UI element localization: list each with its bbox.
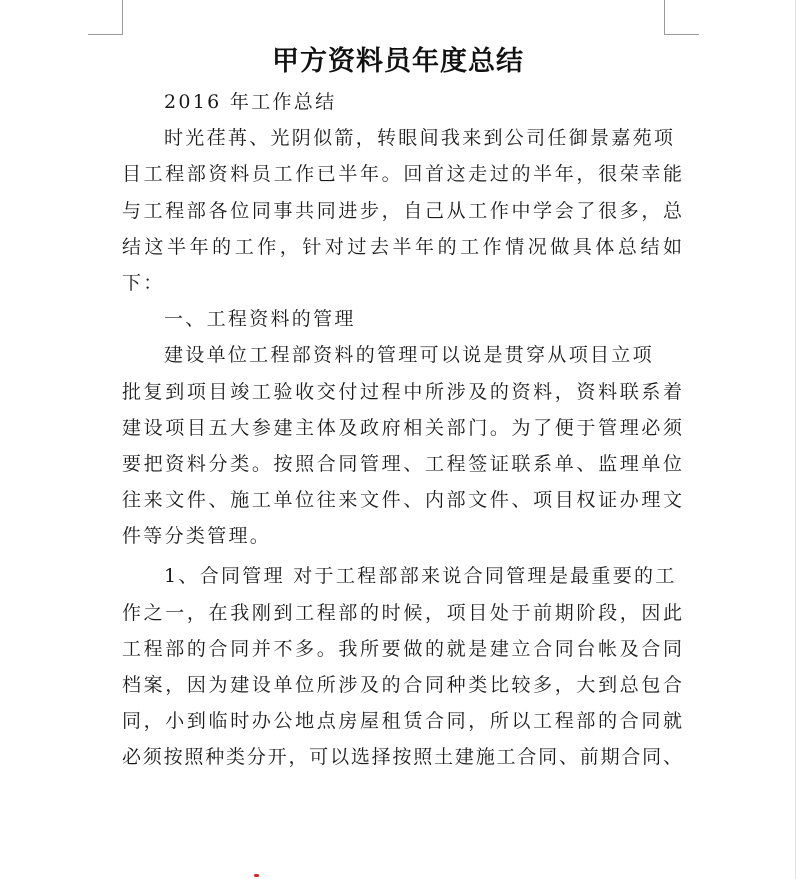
paragraph-line: 工程部的合同并不多。我所要做的就是建立合同台帐及合同 — [122, 637, 682, 660]
paragraph-line: 与工程部各位同事共同进步，自己从工作中学会了很多，总 — [122, 199, 682, 222]
section-heading: 一、工程资料的管理 — [164, 308, 356, 331]
crop-mark-top-left — [88, 0, 123, 35]
paragraph-line: 要把资料分类。按照合同管理、工程签证联系单、监理单位 — [122, 452, 682, 475]
paragraph-line: 档案，因为建设单位所涉及的合同种类比较多，大到总包合 — [122, 674, 682, 696]
paragraph-line: 往来文件、施工单位往来文件、内部文件、项目权证办理文 — [122, 489, 682, 512]
subtitle: 2016 年工作总结 — [164, 91, 337, 113]
paragraph-line: 建设单位工程部资料的管理可以说是贯穿从项目立项 — [164, 344, 654, 367]
paragraph-line: 建设项目五大参建主体及政府相关部门。为了便于管理必须 — [122, 416, 682, 439]
paragraph-line: 作之一，在我刚到工程部的时候，项目处于前期阶段，因此 — [122, 601, 682, 624]
paragraph-line: 同，小到临时办公地点房屋租赁合同，所以工程部的合同就 — [122, 710, 682, 733]
red-mark-fragment — [254, 874, 259, 877]
paragraph-line: 目工程部资料员工作已半年。回首这走过的半年，很荣幸能 — [122, 163, 682, 186]
paragraph-line: 时光荏苒、光阴似箭，转眼间我来到公司任御景嘉苑项 — [164, 127, 676, 150]
paragraph-line: 批复到项目竣工验收交付过程中所涉及的资料，资料联系着 — [122, 380, 682, 403]
paragraph-line: 结这半年的工作，针对过去半年的工作情况做具体总结如 — [122, 235, 682, 258]
paragraph-line: 下： — [122, 271, 165, 294]
paragraph-line: 1、合同管理 对于工程部部来说合同管理是最重要的工 — [164, 565, 677, 588]
paragraph-line: 必须按照种类分开，可以选择按照土建施工合同、前期合同、 — [122, 746, 682, 769]
crop-mark-top-right — [664, 0, 699, 35]
paragraph-line: 件等分类管理。 — [122, 525, 272, 548]
document-body — [122, 84, 682, 776]
document-title: 甲方资料员年度总结 — [272, 46, 524, 77]
